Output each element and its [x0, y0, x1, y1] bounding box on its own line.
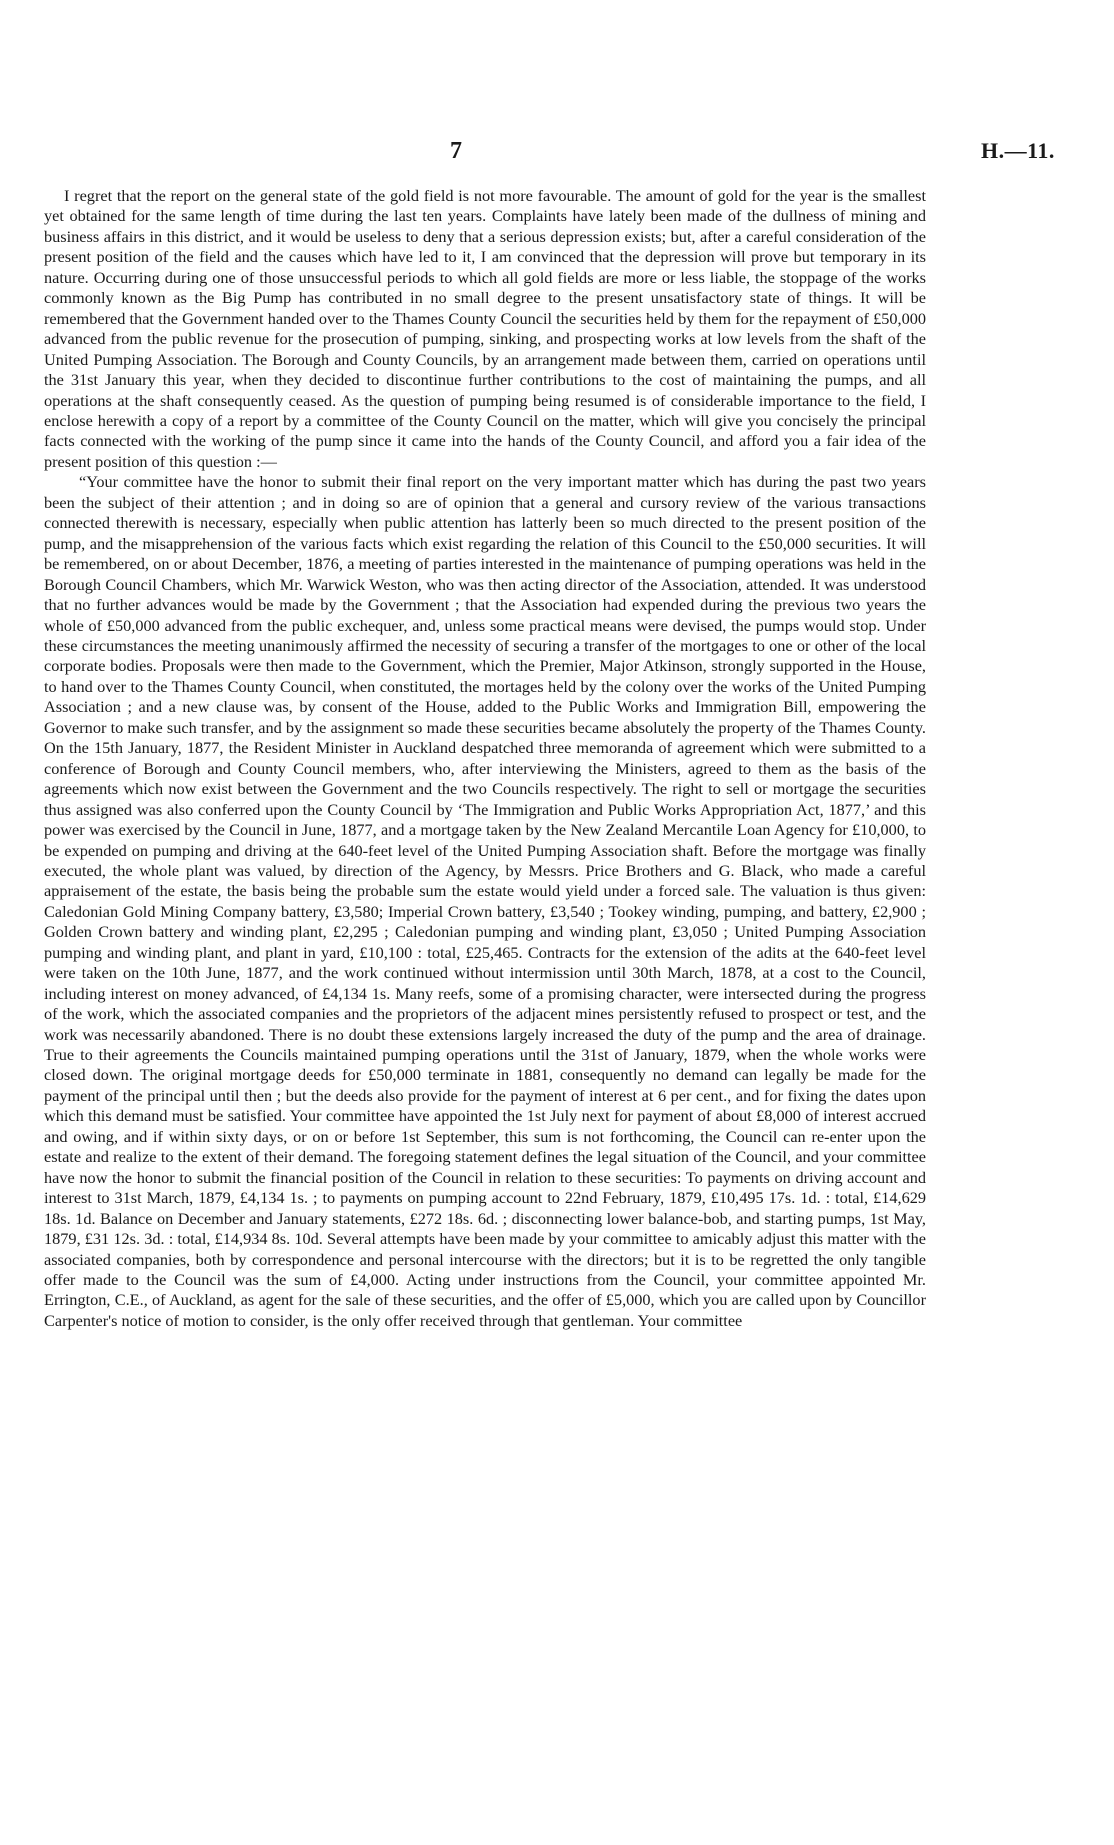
- body-text: [44, 186, 926, 1331]
- document-reference: H.—11.: [981, 138, 1055, 163]
- page-number: 7: [450, 138, 462, 164]
- paragraph-committee-report: “Your committee have the honor to submit their final report on the very important matter which has during the past two years been the subject of their attention ; and in doing so are of opinion that a general and cursory review of the various transactions connected therewith is necessary, especially when public attention has latterly been so much directed to the present position of the pump, and the misapprehension of the various facts which exist regarding the relation of this Council to the £50,000 securities. It will be remembered, on or about December, 1876, a meeting of parties interested in the maintenance of pumping operations was held in the Borough Council Chambers, which Mr. Warwick Weston, who was then acting director of the Association, attended. It was understood that no further advances would be made by the Government ; that the Association had expended during the previous two years the whole of £50,000 advanced from the public exchequer, and, unless some practical means were devised, the pumps would stop. Under these circumstances the meeting unanimously affirmed the necessity of securing a transfer of the mortgages to one or other of the local corporate bodies. Proposals were then made to the Government, which the Premier, Major Atkinson, strongly supported in the House, to hand over to the Thames County Council, when constituted, the mortages held by the colony over the works of the United Pumping Association ; and a new clause was, by consent of the House, added to the Public Works and Immigration Bill, empowering the Governor to make such transfer, and by the assignment so made these securities became absolutely the property of the Thames County. On the 15th January, 1877, the Resident Minister in Auckland despatched three memoranda of agreement which were submitted to a conference of Borough and County Council members, who, after interviewing the Ministers, agreed to them as the basis of the agreements which now exist between the Government and the two Councils respectively. The right to sell or mortgage the securities thus assigned was also conferred upon the County Council by ‘The Immigration and Public Works Appropriation Act, 1877,’ and this power was exercised by the Council in June, 1877, and a mortgage taken by the New Zealand Mercantile Loan Agency for £10,000, to be expended on pumping and driving at the 640-feet level of the United Pumping Association shaft. Before the mortgage was finally executed, the whole plant was valued, by direction of the Agency, by Messrs. Price Brothers and G. Black, who made a careful appraisement of the estate, the basis being the probable sum the estate would yield under a forced sale. The valuation is thus given: Caledonian Gold Mining Company battery, £3,580; Imperial Crown battery, £3,540 ; Tookey winding, pumping, and battery, £2,900 ; Golden Crown battery and winding plant, £2,295 ; Caledonian pumping and winding plant, £3,050 ; United Pumping Association pumping and winding plant, and plant in yard, £10,100 : total, £25,465. Contracts for the extension of the adits at the 640-feet level were taken on the 10th June, 1877, and the work continued without intermission until 30th March, 1878, at a cost to the Council, including interest on money advanced, of £4,134 1s. Many reefs, some of a promising character, were intersected during the progress of the work, which the associated companies and the proprietors of the adjacent mines persistently refused to prospect or test, and the work was necessarily abandoned. There is no doubt these extensions largely increased the duty of the pump and the area of drainage. True to their agreements the Councils maintained pumping operations until the 31st of January, 1879, when the whole works were closed down. The original mortgage deeds for £50,000 terminate in 1881, consequently no demand can legally be made for the payment of the principal until then ; but the deeds also provide for the payment of interest at 6 per cent., and for fixing the dates upon which this demand must be satisfied. Your committee have appointed the 1st July next for payment of about £8,000 of interest accrued and owing, and if within sixty days, or on or before 1st September, this sum is not forthcoming, the Council can re-enter upon the estate and realize to the extent of their demand. The foregoing statement defines the legal situation of the Council, and your committee have now the honor to submit the financial position of the Council in relation to these securities: To payments on driving account and interest to 31st March, 1879, £4,134 1s. ; to payments on pumping account to 22nd February, 1879, £10,495 17s. 1d. : total, £14,629 18s. 1d. Balance on December and January statements, £272 18s. 6d. ; disconnecting lower balance-bob, and starting pumps, 1st May, 1879, £31 12s. 3d. : total, £14,934 8s. 10d. Several attempts have been made by your committee to amicably adjust this matter with the associated companies, both by correspondence and personal intercourse with the directors; but it is to be regretted the only tangible offer made to the Council was the sum of £4,000. Acting under instructions from the Council, your committee appointed Mr. Errington, C.E., of Auckland, as agent for the sale of these securities, and the offer of £5,000, which you are called upon by Councillor Carpenter's notice of motion to consider, is the only offer received through that gentleman. Your committee: [44, 472, 926, 1330]
- paragraph-intro: I regret that the report on the general state of the gold field is not more favourable. The amount of gold for the year is the smallest yet obtained for the same length of time during the last ten years. Complaints have lately been made of the dullness of mining and business affairs in this district, and it would be useless to deny that a serious depression exists; but, after a careful consideration of the present position of the field and the causes which have led to it, I am convinced that the depression will prove but temporary in its nature. Occurring during one of those unsuccessful periods to which all gold fields are more or less liable, the stoppage of the works commonly known as the Big Pump has contributed in no small degree to the present unsatisfactory state of things. It will be remembered that the Government handed over to the Thames County Council the securities held by them for the repayment of £50,000 advanced from the public revenue for the prosecution of pumping, sinking, and prospecting works at low levels from the shaft of the United Pumping Association. The Borough and County Councils, by an arrangement made between them, carried on operations until the 31st January this year, when they decided to discontinue further contributions to the cost of maintaining the pumps, and all operations at the shaft consequently ceased. As the question of pumping being resumed is of considerable importance to the field, I enclose herewith a copy of a report by a committee of the County Council on the matter, which will give you concisely the principal facts connected with the working of the pump since it came into the hands of the County Council, and afford you a fair idea of the present position of this question :—: [44, 186, 926, 471]
